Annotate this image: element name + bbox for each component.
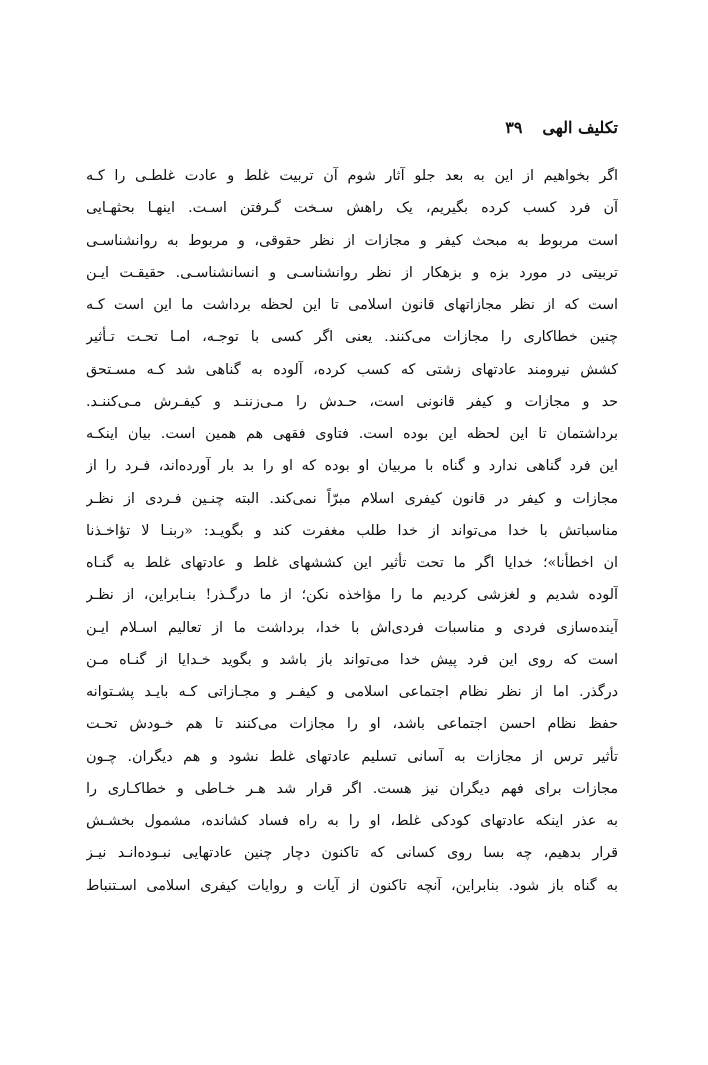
body-text [86,160,618,902]
text-line: مناسباتش با خدا می‌تواند از خدا طلب مغفرت کند و بگویـد: «ربنـا لا تؤاخـذنا [86,522,618,539]
text-line: اگر بخواهیم از این به بعد جلو آثار شوم آن تربیت غلط و عادت غلطـی را کـه [86,168,618,184]
chapter-title: تکلیف الهی [542,118,618,137]
text-line: این فرد گناهی ندارد و گناه با مربیان او بوده که او را بد بار آورده‌اند، فـرد را از [86,458,618,475]
text-line: آینده‌سازی فردی و مناسبات فردی‌اش با خدا، برداشت ما از تعالیم اسـلام ایـن [86,619,618,636]
text-line: است که از نظر مجازاتهای قانون اسلامی تا این لحظه برداشت ما این است کـه [86,297,618,313]
text-line: کشش نیرومند عادتهای زشتی که کسب کرده، آلوده به گناهی شد کـه مسـتحق [86,361,618,378]
text-line: مجازات برای فهم دیگران نیز هست. اگر قرار شد هـر خـاطی و خطاکـاری را [86,780,618,797]
text-line: تربیتی در مورد بزه و بزهکار از نظر روانشناسـی و انسانشناسـی. حقیقـت ایـن [86,264,618,281]
text-line: برداشتمان تا این لحظه این بوده است. فتاوی فقهی هم همین است. بیان اینکـه [86,426,618,442]
text-line: قرار بدهیم، چه بسا روی کسانی که تاکنون دچار چنین عادتهایی نبـوده‌انـد نیـز [86,845,618,862]
text-line: آلوده شدیم و لغزشی کردیم ما را مؤاخذه نکن؛ از ما درگـذر! بنـابراین، از نظـر [86,587,618,604]
text-line: است مربوط به مبحث کیفر و مجازات از نظر حقوقی، و مربوط به روانشناسـی [86,232,618,249]
text-line: چنین خطاکاری را مجازات می‌کنند. یعنی اگر کسی با توجـه، امـا تحـت تـأثیر [86,329,618,346]
text-line: است که روی این فرد پیش خدا می‌تواند باز باشد و بگوید خـدایا از گنـاه مـن [86,651,618,668]
text-line: درگذر. اما از نظر نظام اجتماعی اسلامی و کیفـر و مجـازاتی کـه بایـد پشـتوانه [86,684,618,700]
text-line: حد و مجازات و کیفر قانونی است، حـدش را مـی‌زننـد و کیفـرش مـی‌کننـد. [86,393,618,410]
running-head [505,118,618,137]
text-line: حفظ نظام احسن اجتماعی باشد، او را مجازات می‌کنند تا هم خـودش تحـت [86,716,618,733]
text-line: آن فرد کسب کرده بگیریم، یک راهش سـخت گـرفتن اسـت. اینهـا بحثهـایی [86,200,618,217]
text-line: تأثیر ترس از مجازات به آسانی تسلیم عادتهای غلط نشود و هم دیگران. چـون [86,748,618,765]
page-number: ۳۹ [505,118,523,137]
text-line: به عذر اینکه عادتهای کودکی غلط، او را به راه فساد کشانده، مشمول بخشـش [86,813,618,829]
text-line: ان اخطأنا»؛ خدایا اگر ما تحت تأثیر این کششهای غلط و عادتهای غلط به گنـاه [86,555,618,571]
text-line: مجازات و کیفر در قانون کیفری اسلام مبرّاً نمی‌کند. البته چنـین فـردی از نظـر [86,490,618,507]
text-line: به گناه باز شود. بنابراین، آنچه تاکنون از آیات و روایات کیفری اسلامی اسـتنباط [86,877,618,894]
